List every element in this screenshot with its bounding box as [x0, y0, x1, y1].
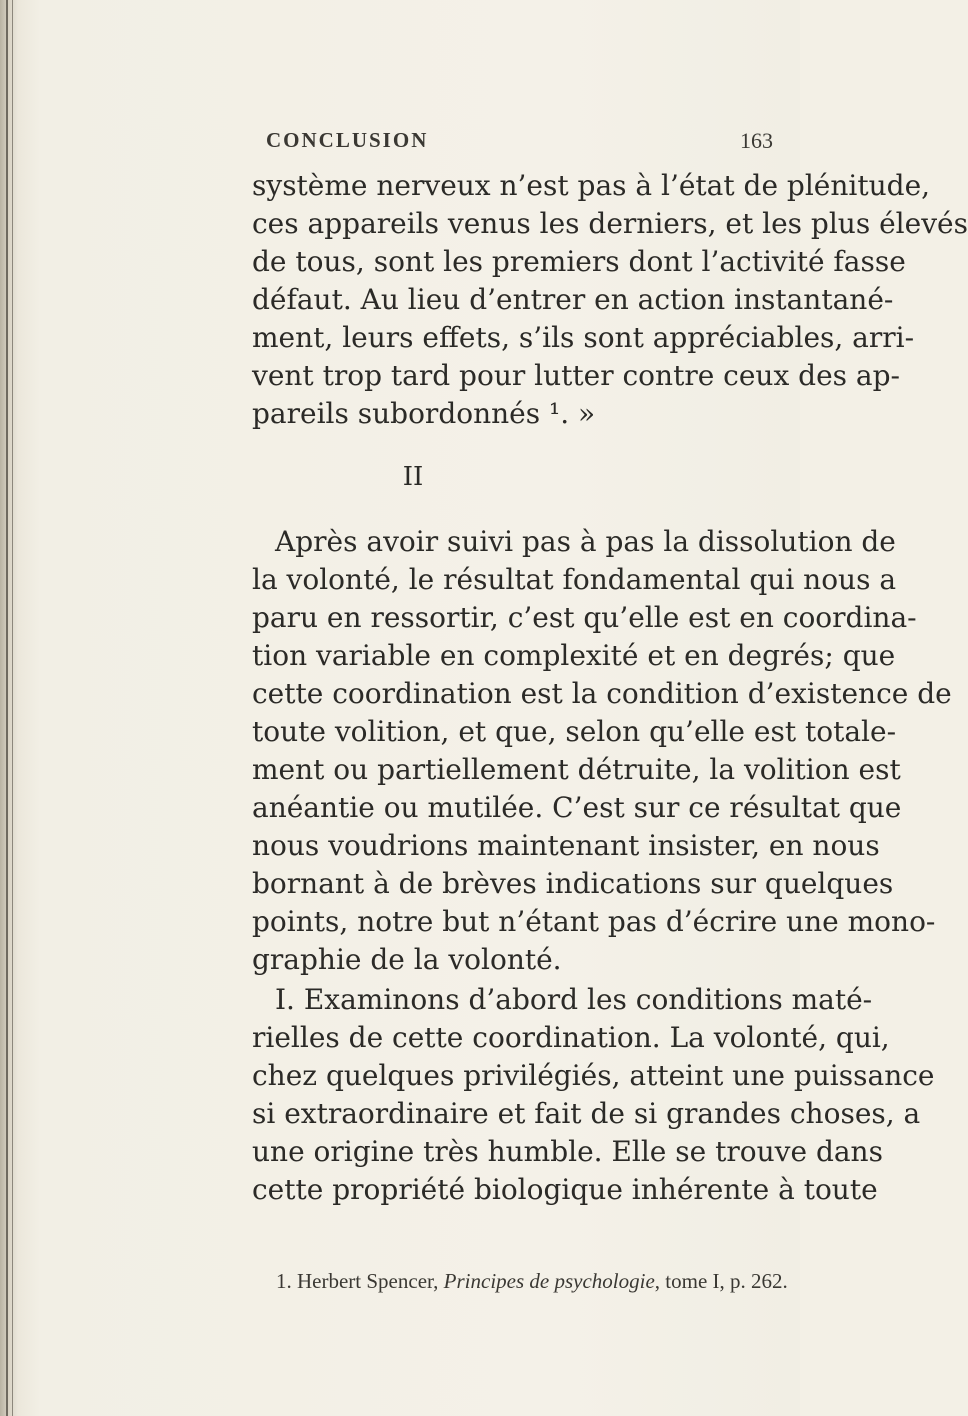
gutter-line — [6, 0, 8, 1416]
text-line: ment ou partiellement détruite, la volition est — [252, 753, 901, 786]
section-number: II — [402, 462, 424, 492]
footnote-author: Herbert Spencer, — [297, 1269, 439, 1293]
text-line: graphie de la volonté. — [252, 943, 562, 976]
text-line: de tous, sont les premiers dont l’activité fasse — [252, 245, 906, 278]
text-line: la volonté, le résultat fondamental qui nous a — [252, 563, 897, 596]
text-line: cette propriété biologique inhérente à toute — [252, 1173, 878, 1206]
text-line: toute volition, et que, selon qu’elle est totale- — [252, 715, 897, 748]
text-line: bornant à de brèves indications sur quelques — [252, 867, 894, 900]
text-line: rielles de cette coordination. La volonté, qui, — [252, 1021, 890, 1054]
running-head — [0, 128, 800, 158]
text-line: nous voudrions maintenant insister, en nous — [252, 829, 880, 862]
text-line: si extraordinaire et fait de si grandes choses, a — [252, 1097, 921, 1130]
page-gutter — [0, 0, 18, 1416]
text-line: chez quelques privilégiés, atteint une puissance — [252, 1059, 935, 1092]
text-line: vent trop tard pour lutter contre ceux des ap- — [252, 359, 900, 392]
text-line: Après avoir suivi pas à pas la dissolution de — [275, 525, 896, 558]
text-line: une origine très humble. Elle se trouve dans — [252, 1135, 883, 1168]
footnote-rest: , tome I, p. 262. — [654, 1269, 788, 1293]
footnote-title: Principes de psychologie — [443, 1269, 655, 1293]
page-number: 163 — [740, 128, 773, 153]
text-line: I. Examinons d’abord les conditions maté- — [275, 983, 873, 1016]
running-head-title: CONCLUSION — [266, 128, 429, 152]
footnote — [276, 1269, 788, 1294]
text-line: défaut. Au lieu d’entrer en action instantané- — [252, 283, 894, 316]
text-line: ces appareils venus les derniers, et les plus élevés — [252, 207, 968, 240]
text-line: paru en ressortir, c’est qu’elle est en coordina- — [252, 601, 917, 634]
text-line: anéantie ou mutilée. C’est sur ce résultat que — [252, 791, 902, 824]
text-line: ment, leurs effets, s’ils sont appréciables, arri- — [252, 321, 915, 354]
text-line: cette coordination est la condition d’existence de — [252, 677, 952, 710]
text-line: tion variable en complexité et en degrés; que — [252, 639, 896, 672]
text-line: système nerveux n’est pas à l’état de plénitude, — [252, 169, 931, 202]
footnote-number: 1. — [276, 1269, 292, 1293]
text-line: pareils subordonnés ¹. » — [252, 397, 596, 430]
text-line: points, notre but n’étant pas d’écrire une mono- — [252, 905, 936, 938]
gutter-line — [12, 0, 13, 1416]
